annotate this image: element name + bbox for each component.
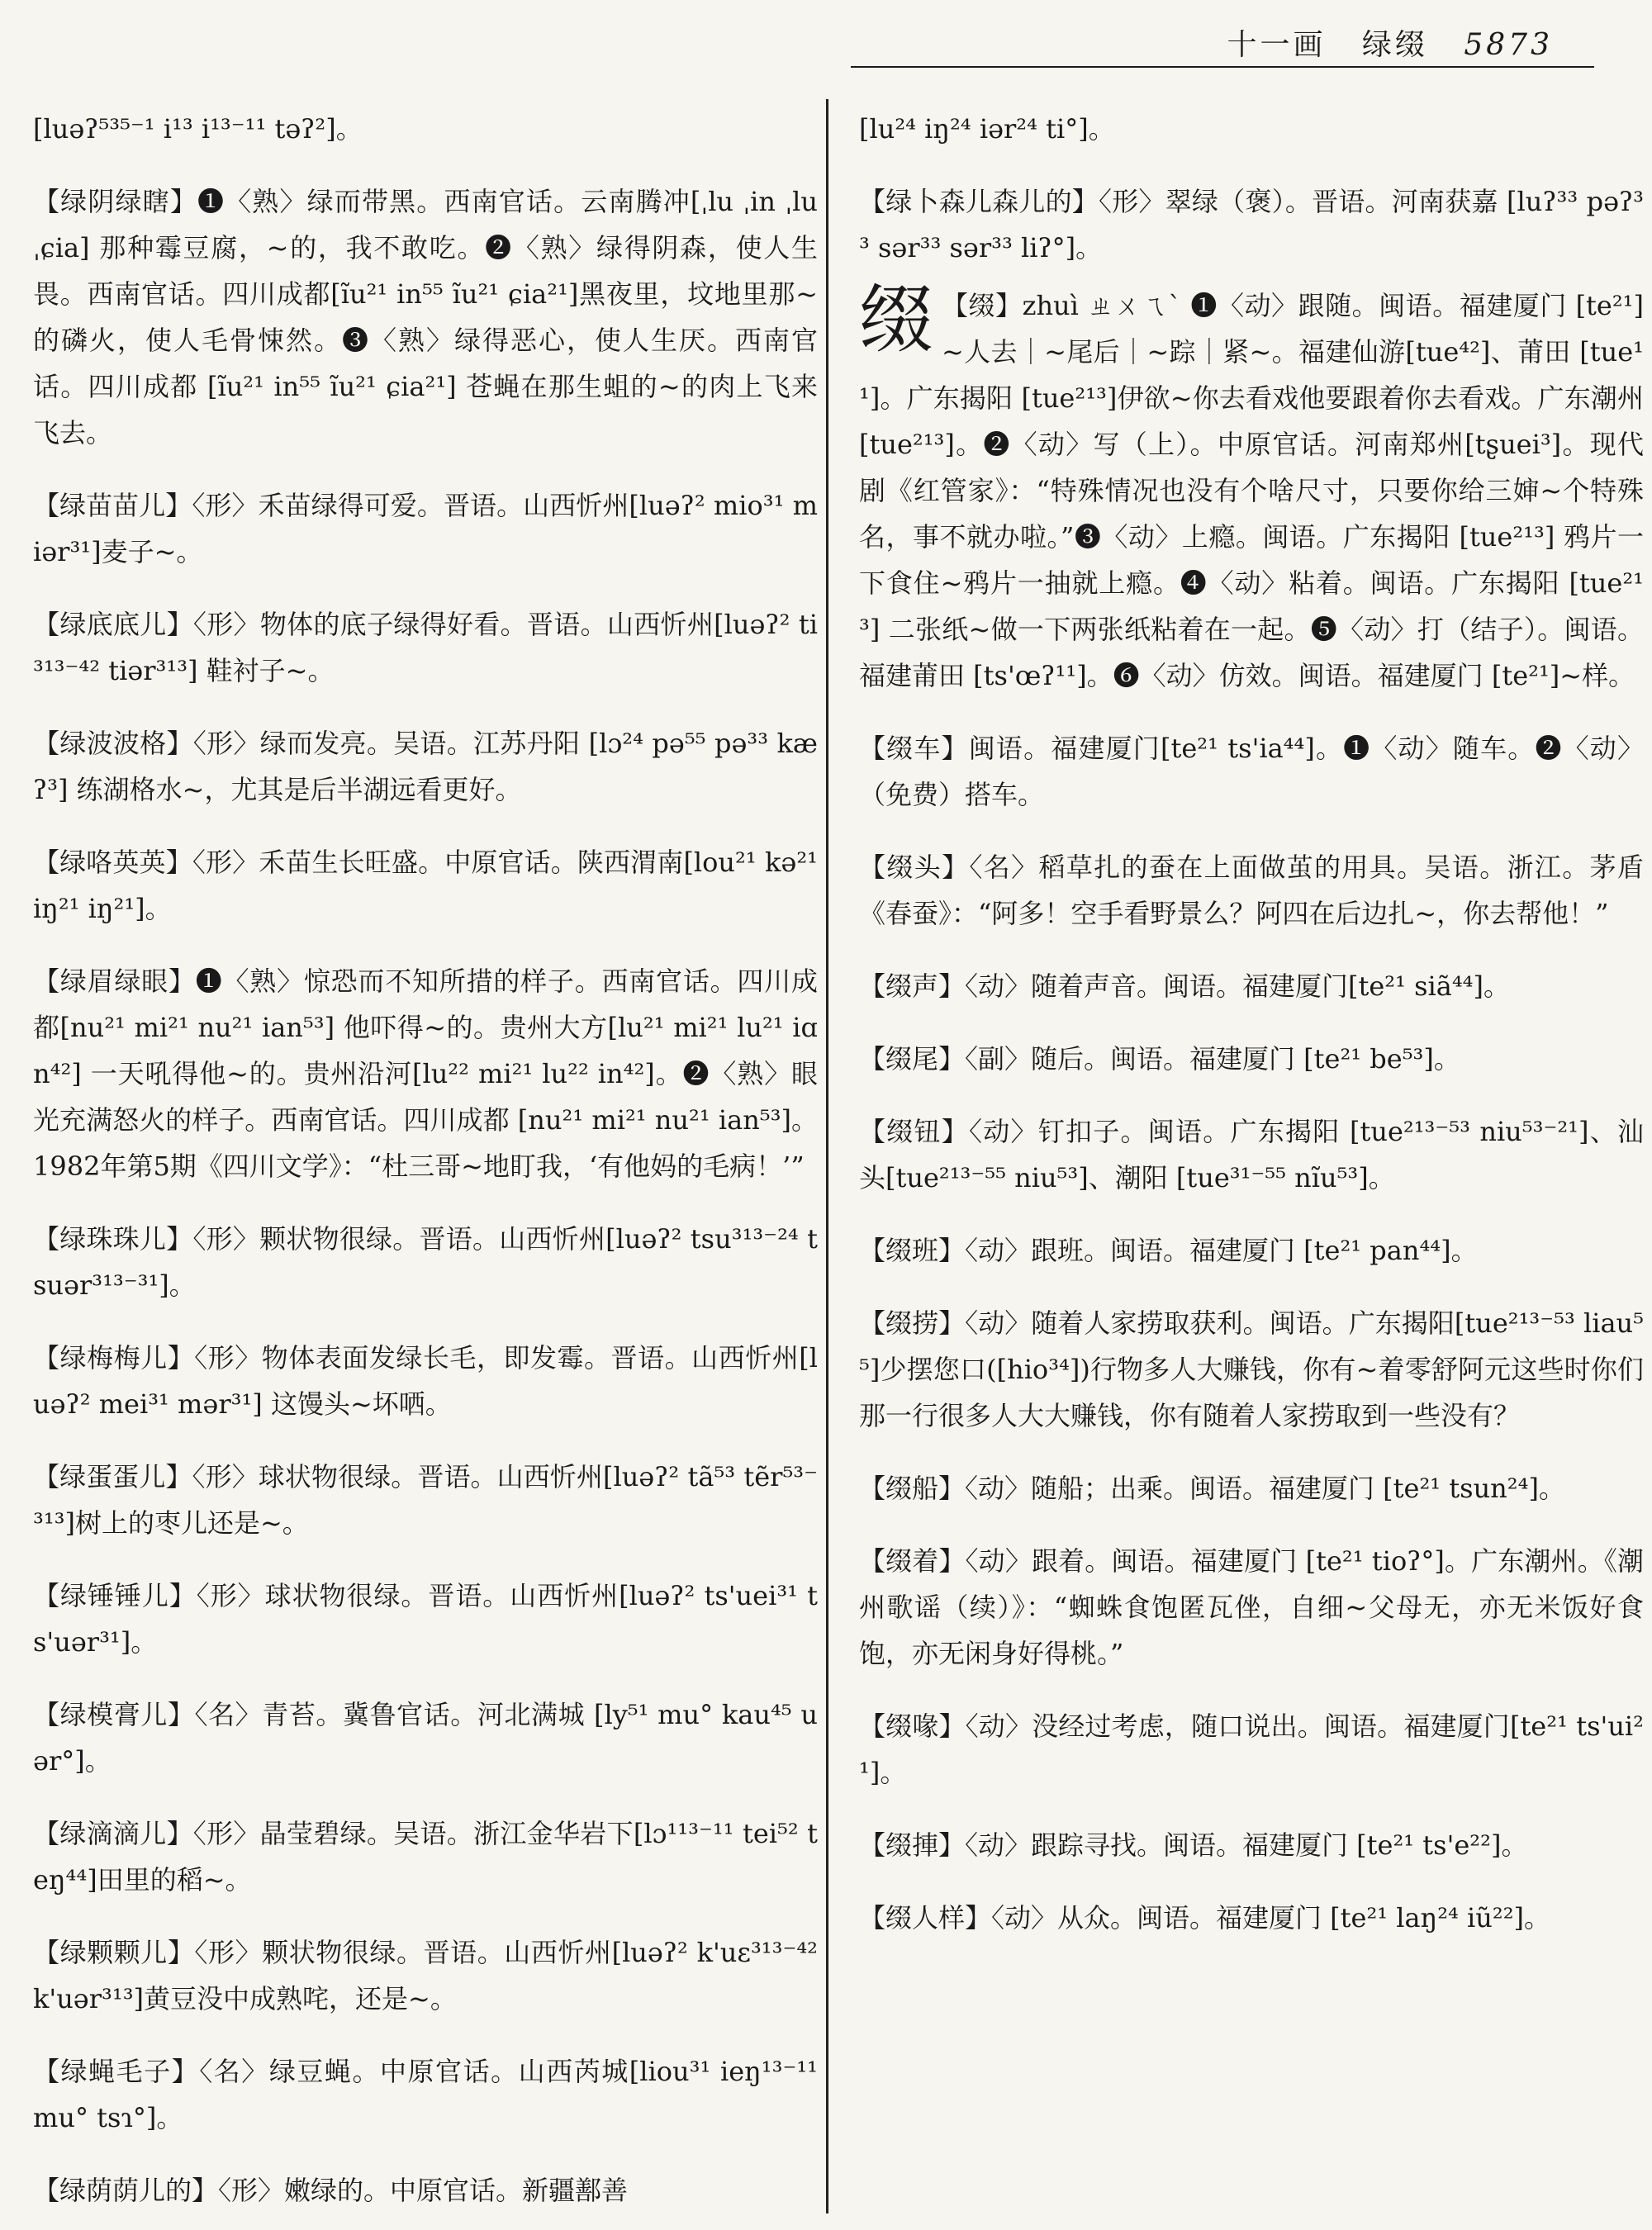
entry-lv-mei-mei-er: 【绿梅梅儿】〈形〉物体表面发绿长毛，即发霉。晋语。山西忻州[luəʔ² mei³¹ mər³¹] 这馒头~坏哂。 [33, 1342, 818, 1420]
entry-lv-di-di-er-2: 【绿滴滴儿】〈形〉晶莹碧绿。吴语。浙江金华岩下[lɔ¹¹³⁻¹¹ tei⁵² teŋ⁴⁴]田里的稻~。 [33, 1818, 818, 1896]
entry-lv-ying-mao-zi: 【绿蝇毛子】〈名〉绿豆蝇。中原官话。山西芮城[liou³¹ ieŋ¹³⁻¹¹ mu° tsɿ°]。 [33, 2056, 818, 2133]
running-head [1203, 21, 1553, 64]
entry-zhui-wei: 【缀尾】〈副〉随后。闽语。福建厦门 [te²¹ be⁵³]。 [859, 1043, 1460, 1075]
page-number: 5873 [1464, 28, 1553, 62]
entry-lv-zhu-zhu-er: 【绿珠珠儿】〈形〉颗状物很绿。晋语。山西忻州[luəʔ² tsu³¹³⁻²⁴ tsuər³¹³⁻³¹]。 [33, 1223, 818, 1301]
headword-entry-zhui [859, 277, 1644, 699]
page-header [0, 0, 1652, 68]
entry-lv-chui-chui-er: 【绿锤锤儿】〈形〉球状物很绿。晋语。山西忻州[luəʔ² ts'uei³¹ ts'uər³¹]。 [33, 1580, 818, 1658]
left-column [33, 79, 818, 2213]
entry-zhui-ban: 【缀班】〈动〉跟班。闽语。福建厦门 [te²¹ pan⁴⁴]。 [859, 1235, 1478, 1266]
right-column [859, 79, 1644, 2213]
entry-lv-miao-miao-er: 【绿苗苗儿】〈形〉禾苗绿得可爱。晋语。山西忻州[luəʔ² mio³¹ miər³¹]麦子~。 [33, 490, 818, 567]
entry-lv-bo-bo-ge: 【绿波波格】〈形〉绿而发亮。吴语。江苏丹阳 [lɔ²⁴ pə⁵⁵ pə³³ kæʔ³] 练湖格水~，尤其是后半湖远看更好。 [33, 728, 818, 805]
entry-lv-yin-yin-er-de: 【绿荫荫儿的】〈形〉嫩绿的。中原官话。新疆鄯善 [33, 2175, 629, 2206]
entry-continuation-right: [lu²⁴ iŋ²⁴ iər²⁴ ti°]。 [859, 113, 1115, 145]
header-rule [851, 66, 1594, 68]
entry-lv-ke-ke-er: 【绿颗颗儿】〈形〉颗状物很绿。晋语。山西忻州[luəʔ² k'uɛ³¹³⁻⁴² k'uər³¹³]黄豆没中成熟咤，还是~。 [33, 1937, 818, 2014]
stroke-count-label: 十一画 [1227, 28, 1327, 62]
entry-zhui-che-2: 【缀捙】〈动〉跟踪寻找。闽语。福建厦门 [te²¹ ts'e²²]。 [859, 1829, 1528, 1861]
entry-lv-dan-dan-er: 【绿蛋蛋儿】〈形〉球状物很绿。晋语。山西忻州[luəʔ² tã⁵³ tẽr⁵³⁻³¹³]树上的枣儿还是~。 [33, 1461, 818, 1539]
entry-continuation: [luəʔ⁵³⁵⁻¹ i¹³ i¹³⁻¹¹ təʔ²]。 [33, 113, 363, 145]
entry-lv-mo-gao-er: 【绿模膏儿】〈名〉青苔。冀鲁官话。河北满城 [ly⁵¹ mu° kau⁴⁵ uər°]。 [33, 1699, 818, 1777]
entry-zhui-zhe: 【缀着】〈动〉跟着。闽语。福建厦门 [te²¹ tioʔ°]。广东潮州。《潮州歌谣（续）》：“蜘蛛食饱匿瓦侳，自细~父母无，亦无米饭好食饱，亦无闲身好得桃。” [859, 1545, 1644, 1669]
entry-zhui-sheng: 【缀声】〈动〉随着声音。闽语。福建厦门[te²¹ siã⁴⁴]。 [859, 970, 1510, 1002]
headword-zhui-text: 【缀】zhuì ㄓㄨㄟˋ ❶〈动〉跟随。闽语。福建厦门 [te²¹]~人去｜~尾后｜~踪｜紧~。福建仙游[tue⁴²]、莆田 [tue¹¹]。广东揭阳 [tue²¹³]伊欲~你去看戏他要跟着你去看戏。广东潮州 [tue²¹³]。❷〈动〉写（上）。中原官话。河南郑州[tʂuei³]。现代剧《红管家》：“特殊情况也没有个啥尺寸，只要你给三婶~个特殊名，事不就办啦。”❸〈动〉上瘾。闽语。广东揭阳 [tue²¹³] 鸦片一下食住~鸦片一抽就上瘾。❹〈动〉粘着。闽语。广东揭阳 [tue²¹³] 二张纸~做一下两张纸粘着在一起。❺〈动〉打（结子）。闽语。福建莆田 [ts'œʔ¹¹]。❻〈动〉仿效。闽语。福建厦门 [te²¹]~样。 [859, 290, 1644, 691]
entry-lv-ge-ying-ying: 【绿咯英英】〈形〉禾苗生长旺盛。中原官话。陕西渭南[lou²¹ kə²¹ iŋ²¹ iŋ²¹]。 [33, 847, 818, 924]
head-chars: 绿缀 [1361, 28, 1428, 62]
headword-big-char: 缀 [859, 277, 933, 363]
entry-zhui-lao: 【缀捞】〈动〉随着人家捞取获利。闽语。广东揭阳[tue²¹³⁻⁵³ liau⁵⁵]少摆您口([hio³⁴])行物多人大赚钱，你有~着零舒阿元这些时你们那一行很多人大大赚钱，你有随着人家捞取到一些没有？ [859, 1307, 1644, 1431]
entry-zhui-niu: 【缀钮】〈动〉钉扣子。闽语。广东揭阳 [tue²¹³⁻⁵³ niu⁵³⁻²¹]、汕头[tue²¹³⁻⁵⁵ niu⁵³]、潮阳 [tue³¹⁻⁵⁵ nĩu⁵³]。 [859, 1116, 1644, 1193]
entry-zhui-ren-yang: 【缀人样】〈动〉从众。闽语。福建厦门 [te²¹ laŋ²⁴ iũ²²]。 [859, 1902, 1551, 1933]
column-divider [826, 99, 828, 2213]
entry-lv-bu-sen-er: 【绿卜森儿森儿的】〈形〉翠绿（褒）。晋语。河南获嘉 [luʔ³³ pəʔ³³ sər³³ sər³³ liʔ°]。 [859, 186, 1644, 263]
entry-zhui-tou: 【缀头】〈名〉稻草扎的蚕在上面做茧的用具。吴语。浙江。茅盾《春蚕》：“阿多！空手看野景么？阿四在后边扎~，你去帮他！” [859, 852, 1644, 929]
entry-lv-yin-lv-xia: 【绿阴绿瞎】❶〈熟〉绿而带黑。西南官话。云南腾冲[ˌlu ˌin ˌlu ˌɕia] 那种霉豆腐，~的，我不敢吃。❷〈熟〉绿得阴森，使人生畏。西南官话。四川成都[ĩu²¹ in⁵⁵ ĩu²¹ ɕia²¹]黑夜里，坟地里那~的磷火，使人毛骨悚然。❸〈熟〉绿得恶心，使人生厌。西南官话。四川成都 [ĩu²¹ in⁵⁵ ĩu²¹ ɕia²¹] 苍蝇在那生蛆的~的肉上飞来飞去。 [33, 186, 818, 448]
entry-zhui-hui: 【缀喙】〈动〉没经过考虑，随口说出。闽语。福建厦门[te²¹ ts'ui²¹]。 [859, 1710, 1644, 1788]
entry-lv-mei-lv-yan: 【绿眉绿眼】❶〈熟〉惊恐而不知所措的样子。西南官话。四川成都[nu²¹ mi²¹ nu²¹ ian⁵³] 他吓得~的。贵州大方[lu²¹ mi²¹ lu²¹ iɑn⁴²] 一天吼得他~的。贵州沿河[lu²² mi²¹ lu²² in⁴²]。❷〈熟〉眼光充满怒火的样子。西南官话。四川成都 [nu²¹ mi²¹ nu²¹ ian⁵³]。1982年第5期《四川文学》：“杜三哥~地盯我，‘有他妈的毛病！’” [33, 966, 818, 1182]
entry-zhui-chuan: 【缀船】〈动〉随船；出乘。闽语。福建厦门 [te²¹ tsun²⁴]。 [859, 1473, 1565, 1504]
entry-lv-di-di-er: 【绿底底儿】〈形〉物体的底子绿得好看。晋语。山西忻州[luəʔ² ti³¹³⁻⁴² tiər³¹³] 鞋衬子~。 [33, 609, 818, 686]
entry-zhui-che: 【缀车】闽语。福建厦门[te²¹ ts'ia⁴⁴]。❶〈动〉随车。❷〈动〉（免费）搭车。 [859, 733, 1644, 810]
